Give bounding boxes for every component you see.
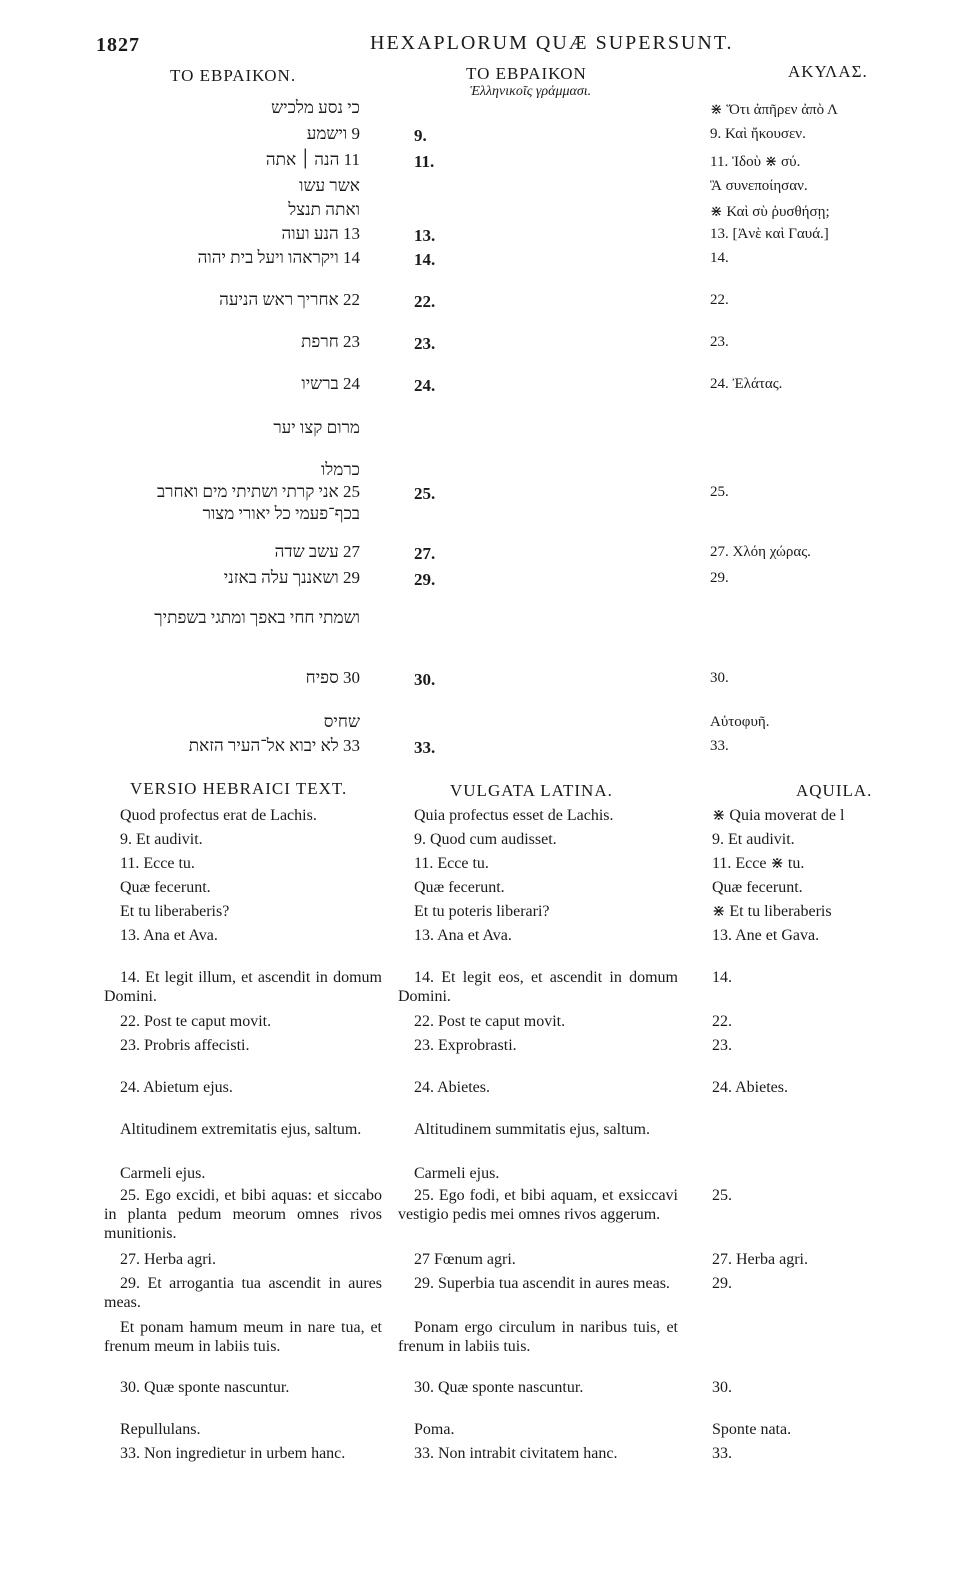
page-number: 1827 xyxy=(96,34,140,56)
transliteration-verse-number: 14. xyxy=(414,250,436,269)
aquila-greek-line: Ἃ συνεποίησαν. xyxy=(710,178,808,194)
aquila-greek-line: 9. Καὶ ἤκουσεν. xyxy=(710,126,806,142)
aquila-latin-line: 11. Ecce ⋇ tu. xyxy=(712,855,805,872)
transliteration-verse-number: 30. xyxy=(414,670,436,689)
column-title-aquila-greek: ΑΚΥΛΑΣ. xyxy=(788,62,868,81)
versio-hebraici-line: Repullulans. xyxy=(120,1421,201,1438)
versio-hebraici-line: 9. Et audivit. xyxy=(120,831,203,848)
vulgata-line: Quia profectus esset de Lachis. xyxy=(414,807,614,824)
column-title-hebrew-greek: ΤΟ ΕΒΡΑΙΚΟΝ xyxy=(466,64,587,83)
versio-hebraici-line: Altitudinem extremitatis ejus, saltum. xyxy=(120,1121,362,1138)
vulgata-line: 30. Quæ sponte nascuntur. xyxy=(414,1379,584,1396)
column-title-aquila-latin: AQUILA. xyxy=(796,781,873,800)
hebrew-line: ושמתי חחי באפך ומתגי בשפתיך xyxy=(154,608,360,627)
versio-hebraici-line: 13. Ana et Ava. xyxy=(120,927,218,944)
column-subtitle-greek-letters: Ἑλληνικοῖς γράμμασι. xyxy=(470,84,592,99)
vulgata-line: Carmeli ejus. xyxy=(414,1165,500,1182)
vulgata-line: Ponam ergo circulum in naribus tuis, et frenum in labiis tuis. xyxy=(398,1319,678,1355)
transliteration-verse-number: 29. xyxy=(414,570,436,589)
aquila-greek-line: 14. xyxy=(710,250,729,266)
column-title-hebrew: ΤΟ ΕΒΡΑΙΚΟΝ. xyxy=(170,66,297,85)
transliteration-verse-number: 27. xyxy=(414,544,436,563)
aquila-greek-line: Αὐτοφυῆ. xyxy=(710,714,770,730)
versio-hebraici-line: 11. Ecce tu. xyxy=(120,855,195,872)
aquila-greek-line: 29. xyxy=(710,570,729,586)
vulgata-line: 14. Et legit eos, et ascendit in domum Domini. xyxy=(398,969,678,1005)
vulgata-line: 9. Quod cum audisset. xyxy=(414,831,557,848)
hebrew-line: 29 ושאננך עלה באזני xyxy=(223,568,360,587)
transliteration-verse-number: 11. xyxy=(414,152,435,171)
versio-hebraici-line: Quæ fecerunt. xyxy=(120,879,211,896)
versio-hebraici-line: Quod profectus erat de Lachis. xyxy=(120,807,317,824)
aquila-greek-line: 25. xyxy=(710,484,729,500)
aquila-greek-line: ⋇ Καὶ σὺ ῥυσθήσῃ; xyxy=(710,204,830,220)
versio-hebraici-line: 33. Non ingredietur in urbem hanc. xyxy=(120,1445,346,1462)
versio-hebraici-line: 24. Abietum ejus. xyxy=(120,1079,233,1096)
hebrew-line: 13 הנע ועוה xyxy=(281,224,360,243)
vulgata-line: Altitudinem summitatis ejus, saltum. xyxy=(414,1121,650,1138)
aquila-greek-line: 23. xyxy=(710,334,729,350)
transliteration-verse-number: 33. xyxy=(414,738,436,757)
versio-hebraici-line: Et ponam hamum meum in nare tua, et frenum meum in labiis tuis. xyxy=(104,1319,382,1355)
hebrew-line: שחיס xyxy=(323,712,360,731)
vulgata-line: 33. Non intrabit civitatem hanc. xyxy=(414,1445,618,1462)
aquila-latin-line: Quæ fecerunt. xyxy=(712,879,803,896)
aquila-latin-line: 25. xyxy=(712,1187,732,1204)
aquila-latin-line: 22. xyxy=(712,1013,732,1030)
aquila-latin-line: 29. xyxy=(712,1275,732,1292)
versio-hebraici-line: 14. Et legit illum, et ascendit in domum Domini. xyxy=(104,969,382,1005)
hebrew-line: 23 חרפת xyxy=(301,332,360,351)
transliteration-verse-number: 13. xyxy=(414,226,436,245)
column-title-vulgata: VULGATA LATINA. xyxy=(450,781,613,800)
vulgata-line: 13. Ana et Ava. xyxy=(414,927,512,944)
hebrew-line: 30 ספיח xyxy=(305,668,360,687)
aquila-latin-line: ⋇ Quia moverat de l xyxy=(712,807,845,824)
versio-hebraici-line: 29. Et arrogantia tua ascendit in aures meas. xyxy=(104,1275,382,1311)
running-title: HEXAPLORUM QUÆ SUPERSUNT. xyxy=(370,32,734,54)
hebrew-line: 33 לא יבוא אל־העיר הזאת xyxy=(188,736,360,755)
aquila-latin-line: 33. xyxy=(712,1445,732,1462)
hebrew-line: ואתה תנצל xyxy=(288,200,360,219)
hebrew-line: אשר עשו xyxy=(299,176,360,195)
vulgata-line: Poma. xyxy=(414,1421,455,1438)
versio-hebraici-line: Carmeli ejus. xyxy=(120,1165,206,1182)
aquila-greek-line: 22. xyxy=(710,292,729,308)
versio-hebraici-line: 25. Ego excidi, et bibi aquas: et siccabo in planta pedum meorum omnes rivos munitionis. xyxy=(104,1187,382,1242)
aquila-latin-line: ⋇ Et tu liberaberis xyxy=(712,903,832,920)
aquila-greek-line: 24. Ἐλάτας. xyxy=(710,376,783,392)
versio-hebraici-line: 23. Probris affecisti. xyxy=(120,1037,250,1054)
versio-hebraici-line: 22. Post te caput movit. xyxy=(120,1013,272,1030)
versio-hebraici-line: 30. Quæ sponte nascuntur. xyxy=(120,1379,290,1396)
hebrew-line: כי נסע מלכיש xyxy=(271,98,360,117)
hebrew-line: 22 אחריך ראש הניעה xyxy=(219,290,360,309)
column-title-versio: VERSIO HEBRAICI TEXT. xyxy=(130,779,348,798)
aquila-latin-line: 13. Ane et Gava. xyxy=(712,927,820,944)
transliteration-verse-number: 9. xyxy=(414,126,427,145)
hebrew-line: כרמלו xyxy=(320,460,360,479)
aquila-greek-line: 13. [Ἀνὲ καὶ Γαυά.] xyxy=(710,226,829,242)
hebrew-line: מרום קצו יער xyxy=(273,418,360,437)
aquila-latin-line: 27. Herba agri. xyxy=(712,1251,808,1268)
transliteration-verse-number: 22. xyxy=(414,292,436,311)
aquila-latin-line: Sponte nata. xyxy=(712,1421,792,1438)
hebrew-line: בכף־פעמי כל יאורי מצור xyxy=(202,504,360,523)
vulgata-line: 27 Fœnum agri. xyxy=(414,1251,516,1268)
aquila-latin-line: 9. Et audivit. xyxy=(712,831,795,848)
vulgata-line: 23. Exprobrasti. xyxy=(414,1037,517,1054)
aquila-latin-line: 23. xyxy=(712,1037,732,1054)
vulgata-line: 11. Ecce tu. xyxy=(414,855,489,872)
aquila-latin-line: 24. Abietes. xyxy=(712,1079,788,1096)
transliteration-verse-number: 24. xyxy=(414,376,436,395)
vulgata-line: Quæ fecerunt. xyxy=(414,879,505,896)
aquila-greek-line: 11. Ἰδοὺ ⋇ σύ. xyxy=(710,154,801,170)
hebrew-line: 11 הנה ׀ אתה xyxy=(265,150,360,169)
vulgata-line: 29. Superbia tua ascendit in aures meas. xyxy=(414,1275,670,1292)
aquila-latin-line: 14. xyxy=(712,969,732,986)
aquila-greek-line: 33. xyxy=(710,738,729,754)
hebrew-line: 25 אני קרתי ושתיתי מים ואחרב xyxy=(156,482,360,501)
hebrew-line: 14 ויקראהו ויעל בית יהוה xyxy=(197,248,360,267)
hebrew-line: 27 עשב שדה xyxy=(274,542,360,561)
transliteration-verse-number: 23. xyxy=(414,334,436,353)
vulgata-line: 25. Ego fodi, et bibi aquam, et exsiccavi vestigio pedis mei omnes rivos aggerum. xyxy=(398,1187,678,1223)
aquila-greek-line: 30. xyxy=(710,670,729,686)
versio-hebraici-line: Et tu liberaberis? xyxy=(120,903,230,920)
aquila-greek-line: 27. Χλόη χώρας. xyxy=(710,544,811,560)
transliteration-verse-number: 25. xyxy=(414,484,436,503)
aquila-latin-line: 30. xyxy=(712,1379,732,1396)
aquila-greek-line: ⋇ Ὅτι ἀπῆρεν ἀπὸ Λ xyxy=(710,102,838,118)
hebrew-line: 9 וישמע xyxy=(306,124,360,143)
vulgata-line: Et tu poteris liberari? xyxy=(414,903,550,920)
versio-hebraici-line: 27. Herba agri. xyxy=(120,1251,216,1268)
vulgata-line: 22. Post te caput movit. xyxy=(414,1013,566,1030)
hebrew-line: 24 ברשיו xyxy=(301,374,360,393)
vulgata-line: 24. Abietes. xyxy=(414,1079,490,1096)
